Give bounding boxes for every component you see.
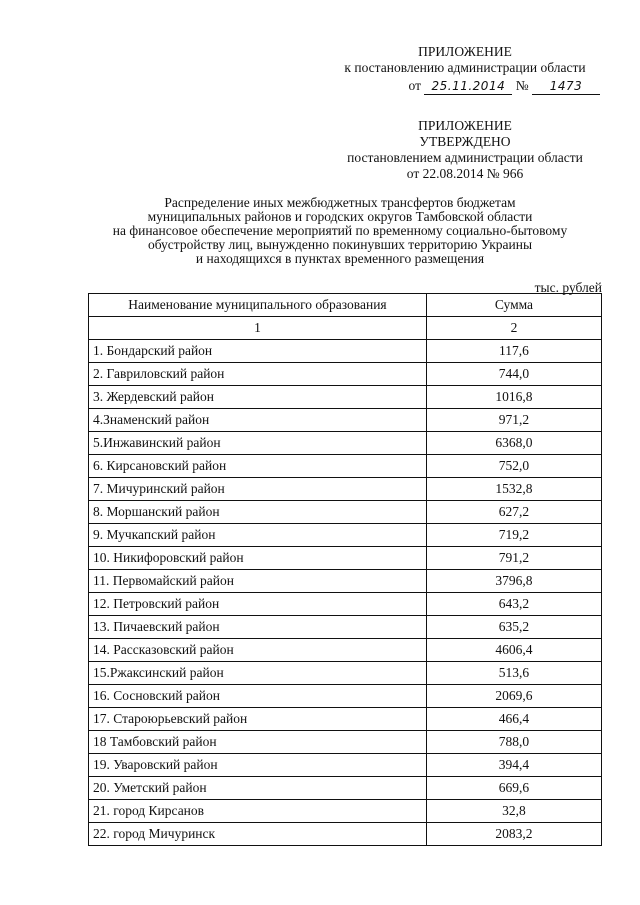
number-label: № bbox=[515, 78, 529, 93]
approved-header bbox=[330, 118, 600, 182]
table-row bbox=[89, 731, 602, 754]
row-name: 10. Никифоровский район bbox=[89, 547, 427, 570]
row-value: 513,6 bbox=[426, 662, 601, 685]
row-name: 7. Мичуринский район bbox=[89, 478, 427, 501]
row-name: 12. Петровский район bbox=[89, 593, 427, 616]
row-value: 744,0 bbox=[426, 363, 601, 386]
row-name: 11. Первомайский район bbox=[89, 570, 427, 593]
from-label: от bbox=[408, 78, 421, 93]
distribution-table bbox=[88, 293, 602, 846]
approved-by: постановлением администрации области bbox=[347, 150, 583, 165]
title-line-1: Распределение иных межбюджетных трансфертов бюджетам bbox=[164, 195, 516, 210]
row-name: 1. Бондарский район bbox=[89, 340, 427, 363]
table-row bbox=[89, 363, 602, 386]
order-line bbox=[330, 78, 600, 95]
row-name: 21. город Кирсанов bbox=[89, 800, 427, 823]
table-row bbox=[89, 501, 602, 524]
column-index-row bbox=[89, 317, 602, 340]
row-name: 20. Уметский район bbox=[89, 777, 427, 800]
column-header-name: Наименование муниципального образования bbox=[89, 294, 427, 317]
title-line-2: муниципальных районов и городских округов Тамбовской области bbox=[147, 209, 533, 224]
row-name: 4.Знаменский район bbox=[89, 409, 427, 432]
row-value: 3796,8 bbox=[426, 570, 601, 593]
row-name: 22. город Мичуринск bbox=[89, 823, 427, 846]
annex-title: ПРИЛОЖЕНИЕ bbox=[418, 44, 512, 59]
row-name: 17. Староюрьевский район bbox=[89, 708, 427, 731]
table-row bbox=[89, 340, 602, 363]
row-value: 2083,2 bbox=[426, 823, 601, 846]
table-row bbox=[89, 823, 602, 846]
row-value: 2069,6 bbox=[426, 685, 601, 708]
title-line-5: и находящихся в пунктах временного размещения bbox=[195, 251, 485, 266]
row-value: 394,4 bbox=[426, 754, 601, 777]
table-row bbox=[89, 708, 602, 731]
table-row bbox=[89, 662, 602, 685]
row-name: 8. Моршанский район bbox=[89, 501, 427, 524]
row-value: 4606,4 bbox=[426, 639, 601, 662]
approved-date: от 22.08.2014 № 966 bbox=[406, 166, 524, 181]
table-row bbox=[89, 685, 602, 708]
row-value: 752,0 bbox=[426, 455, 601, 478]
row-value: 1532,8 bbox=[426, 478, 601, 501]
row-name: 5.Инжавинский район bbox=[89, 432, 427, 455]
table-row bbox=[89, 570, 602, 593]
table-header-row bbox=[89, 294, 602, 317]
row-value: 6368,0 bbox=[426, 432, 601, 455]
row-name: 18 Тамбовский район bbox=[89, 731, 427, 754]
unit-label: тыс. рублей bbox=[534, 280, 602, 295]
handwritten-number: 1473 bbox=[532, 78, 600, 95]
row-name: 2. Гавриловский район bbox=[89, 363, 427, 386]
table-row bbox=[89, 616, 602, 639]
row-value: 643,2 bbox=[426, 593, 601, 616]
table-row bbox=[89, 432, 602, 455]
table-row bbox=[89, 478, 602, 501]
table-row bbox=[89, 455, 602, 478]
table-row bbox=[89, 386, 602, 409]
row-value: 669,6 bbox=[426, 777, 601, 800]
row-name: 13. Пичаевский район bbox=[89, 616, 427, 639]
row-value: 788,0 bbox=[426, 731, 601, 754]
table-row bbox=[89, 409, 602, 432]
table-row bbox=[89, 524, 602, 547]
column-header-sum: Сумма bbox=[426, 294, 601, 317]
title-line-4: обустройству лиц, вынужденно покинувших территорию Украины bbox=[147, 237, 533, 252]
document-title bbox=[80, 196, 600, 266]
row-value: 971,2 bbox=[426, 409, 601, 432]
row-name: 19. Уваровский район bbox=[89, 754, 427, 777]
column-index-1: 1 bbox=[89, 317, 427, 340]
table-row bbox=[89, 547, 602, 570]
row-name: 15.Ржаксинский район bbox=[89, 662, 427, 685]
row-name: 6. Кирсановский район bbox=[89, 455, 427, 478]
row-value: 719,2 bbox=[426, 524, 601, 547]
table-row bbox=[89, 754, 602, 777]
column-index-2: 2 bbox=[426, 317, 601, 340]
row-value: 635,2 bbox=[426, 616, 601, 639]
row-name: 9. Мучкапский район bbox=[89, 524, 427, 547]
title-line-3: на финансовое обеспечение мероприятий по временному социально-бытовому bbox=[112, 223, 568, 238]
row-value: 466,4 bbox=[426, 708, 601, 731]
row-value: 1016,8 bbox=[426, 386, 601, 409]
table-row bbox=[89, 800, 602, 823]
table-row bbox=[89, 777, 602, 800]
row-value: 117,6 bbox=[426, 340, 601, 363]
row-name: 16. Сосновский район bbox=[89, 685, 427, 708]
approved-label: УТВЕРЖДЕНО bbox=[419, 134, 511, 149]
table-row bbox=[89, 639, 602, 662]
row-value: 627,2 bbox=[426, 501, 601, 524]
row-value: 32,8 bbox=[426, 800, 601, 823]
handwritten-date: 25.11.2014 bbox=[424, 78, 512, 95]
approved-annex-title: ПРИЛОЖЕНИЕ bbox=[418, 118, 512, 133]
row-name: 3. Жердевский район bbox=[89, 386, 427, 409]
row-value: 791,2 bbox=[426, 547, 601, 570]
row-name: 14. Рассказовский район bbox=[89, 639, 427, 662]
annex-subtitle: к постановлению администрации области bbox=[344, 60, 586, 75]
annex-header bbox=[330, 44, 600, 95]
table-row bbox=[89, 593, 602, 616]
